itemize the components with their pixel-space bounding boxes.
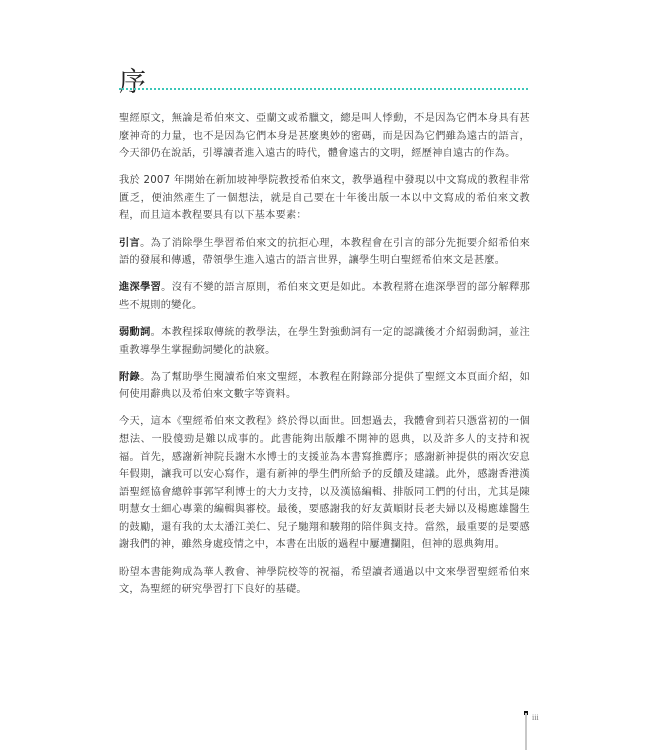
paragraph-closing-hope — [119, 564, 530, 599]
paragraph-appendix-element — [119, 369, 530, 404]
page-number: iii — [532, 713, 539, 722]
paragraph-text: 。沒有不變的語言原則，希伯來文更是如此。本教程將在進深學習的部分解釋那些不規則的變化。 — [119, 282, 531, 311]
title-dotted-divider — [119, 88, 528, 90]
paragraph-text: 。為了消除學生學習希伯來文的抗拒心理，本教程會在引言的部分先扼要介紹希伯來語的發展和傳遞，帶領學生進入遠古的語言世界，讓學生明白聖經希伯來文是甚麼。 — [119, 237, 531, 267]
paragraph-advanced-study-element — [119, 279, 530, 314]
paragraph-text: 我於 2007 年開始在新加坡神學院教授希伯來文，教學過程中發現以中文寫成的教程非常匱乏，便油然產生了一個想法，就是自己要在十年後出版一本以中文寫成的希伯來文教程，而且這本教程要具有以下基本要素： — [119, 175, 530, 222]
paragraph-lead-term: 進深學習 — [119, 282, 162, 294]
page-title: 序 — [119, 67, 146, 99]
paragraph-text: 今天，這本《聖經希伯來文教程》終於得以面世。回想過去，我體會到若只憑當初的一個想法、一股傻勁是難以成事的。此書能夠出版離不開神的恩典，以及許多人的支持和祝福。首先，感謝新神院長謝木水博士的支援並為本書寫推薦序；感謝新神提供的兩次安息年假期，讓我可以安心寫作，還有新神的學生們所給予的反饋及建議。此外，感謝香港漢語聖經協會總幹事郭罕利博士的大力支持，以及漢協編輯、排版同工們的付出，尤其是陳明慧女士細心專業的編輯與審校。最後，要感謝我的好友黃順財長老夫婦以及楊應雄醫生的鼓勵，還有我的太太潘江美仁、兒子馳翔和駿翔的陪伴與支持。當然，最重要的是要感謝我們的神，雖然身處疫情之中，本書在出版的過程中屢遭攔阻，但神的恩典夠用。 — [119, 416, 530, 551]
paragraph-acknowledgements — [119, 413, 530, 554]
preface-body — [119, 110, 530, 608]
paragraph-text: 聖經原文，無論是希伯來文、亞蘭文或希臘文，總是叫人悸動，不是因為它們本身具有甚麼神奇的力量，也不是因為它們本身是甚麼奧妙的密碼，而是因為它們雖為遠古的語言，今天卻仍在說話，引導讀者進入遠古的時代，體會遠古的文明，經歷神自遠古的作為。 — [119, 113, 530, 160]
paragraph-lead-term: 附錄 — [119, 371, 141, 383]
paragraph-weak-verbs-element — [119, 324, 530, 359]
paragraph-motivation — [119, 172, 530, 225]
paragraph-lead-term: 弱動詞 — [119, 326, 151, 338]
paragraph-text: 。本教程採取傳統的教學法，在學生對強動詞有一定的認識後才介紹弱動詞，並注重教導學生掌握動詞變化的訣竅。 — [119, 326, 530, 356]
paragraph-intro — [119, 110, 530, 163]
paragraph-text: 。為了幫助學生閱讀希伯來文聖經，本教程在附錄部分提供了聖經文本頁面介紹，如何使用辭典以及希伯來文數字等資料。 — [119, 371, 531, 401]
paragraph-text: 盼望本書能夠成為華人教會、神學院校等的祝福，希望讀者通過以中文來學習聖經希伯來文，為聖經的研究學習打下良好的基礎。 — [119, 566, 530, 596]
page-marker-rule — [525, 713, 527, 750]
paragraph-introduction-element — [119, 235, 530, 270]
paragraph-lead-term: 引言 — [119, 237, 141, 249]
